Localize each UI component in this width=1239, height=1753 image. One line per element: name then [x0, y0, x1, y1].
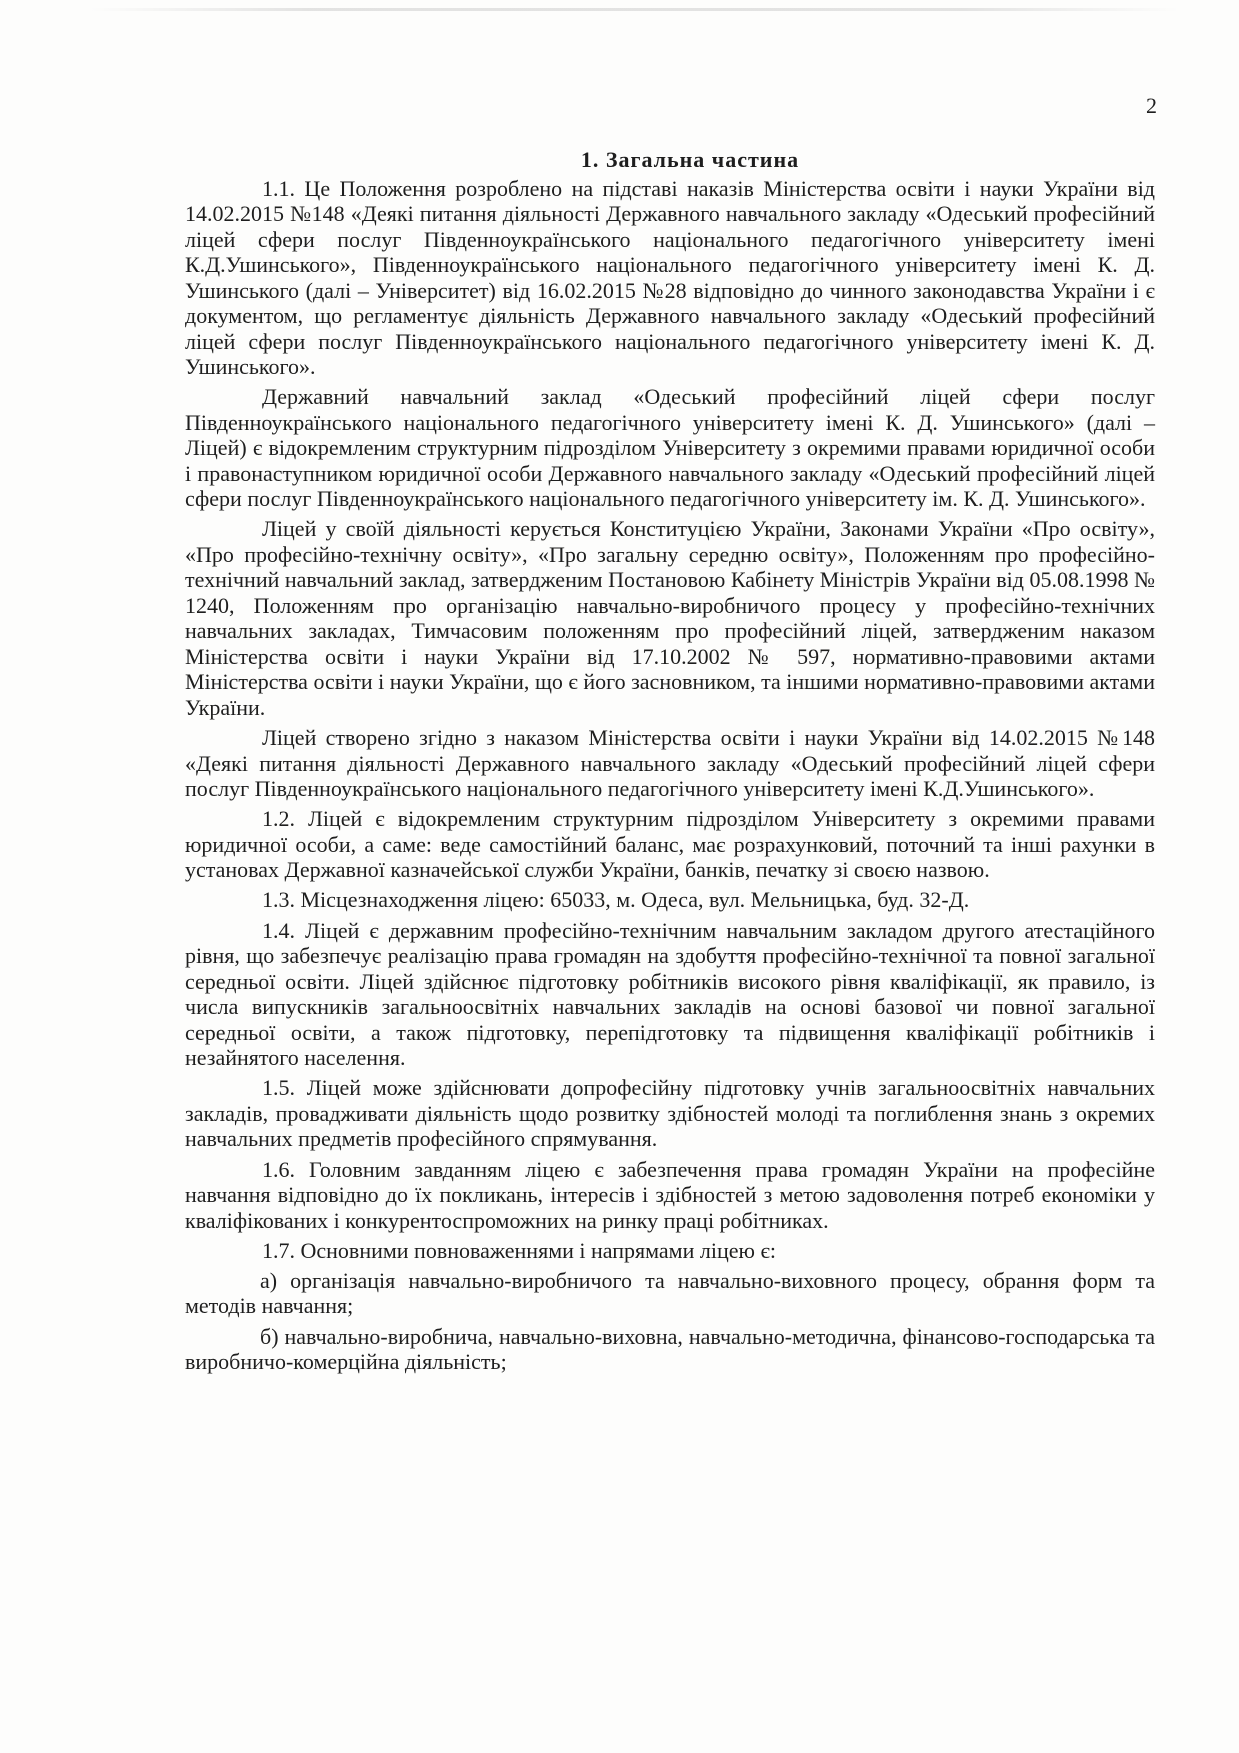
- paragraph-lyceum-status: Державний навчальний заклад «Одеський професійний ліцей сфери послуг Південноукраїнського національного педагогічного університету імені К. Д. Ушинського» (далі – Ліцей) є відокремленим структурним підрозділом Університету з окремими правами юридичної особи і правонаступником юридичної особи Державного навчального закладу «Одеський професійний ліцей сфери послуг Південноукраїнського національного педагогічного університету ім. К. Д. Ушинського».: [185, 384, 1155, 512]
- paragraph-1-7: 1.7. Основними повноваженнями і напрямами ліцею є:: [262, 1237, 776, 1263]
- page-number: 2: [1146, 93, 1157, 118]
- paragraph-1-5: 1.5. Ліцей може здійснювати допрофесійну підготовку учнів загальноосвітніх навчальних закладів, провадживати діяльність щодо розвитку здібностей молоді та поглиблення знань з окремих навчальних предметів професійного спрямування.: [185, 1075, 1155, 1152]
- list-item-a: а) організація навчально-виробничого та навчально-виховного процесу, обрання форм та методів навчання;: [185, 1267, 1155, 1319]
- list-item-b: б) навчально-виробнича, навчально-виховна, навчально-методична, фінансово-господарська та виробничо-комерційна діяльність;: [185, 1323, 1155, 1375]
- paragraph-1-3: 1.3. Місцезнаходження ліцею: 65033, м. Одеса, вул. Мельницька, буд. 32-Д.: [262, 887, 970, 913]
- paragraph-1-2: 1.2. Ліцей є відокремленим структурним підрозділом Університету з окремими правами юридичної особи, а саме: веде самостійний баланс, має розрахунковий, поточний та інші рахунки в установах Державної казначейської служби України, банків, печатку зі своєю назвою.: [185, 806, 1155, 883]
- paragraph-1-4: 1.4. Ліцей є державним професійно-технічним навчальним закладом другого атестаційного рівня, що забезпечує реалізацію права громадян на здобуття професійно-технічної та повної загальної середньої освіти. Ліцей здійснює підготовку робітників високого рівня кваліфікації, як правило, із числа випускників загальноосвітніх навчальних закладів на основі базової чи повної загальної середньої освіти, а також підготовку, перепідготовку та підвищення кваліфікації робітників і незайнятого населення.: [185, 917, 1155, 1071]
- paragraph-lyceum-creation: Ліцей створено згідно з наказом Міністерства освіти і науки України від 14.02.2015 №148 «Деякі питання діяльності Державного навчального закладу «Одеський професійний ліцей сфери послуг Південноукраїнського національного педагогічного університету імені К.Д.Ушинського».: [185, 725, 1155, 802]
- paragraph-legal-basis: Ліцей у своїй діяльності керується Конституцією України, Законами України «Про освіту», «Про професійно-технічну освіту», «Про загальну середню освіту», Положенням про професійно-технічний навчальний заклад, затвердженим Постановою Кабінету Міністрів України від 05.08.1998 № 1240, Положенням про організацію навчально-виробничого процесу у професійно-технічних навчальних закладах, Тимчасовим положенням про професійний ліцей, затвердженим наказом Міністерства освіти і науки України від 17.10.2002 № 597, нормативно-правовими актами Міністерства освіти і науки України, що є його засновником, та іншими нормативно-правовими актами України.: [185, 516, 1155, 720]
- scan-edge-shadow: [90, 8, 1179, 11]
- paragraph-1-6: 1.6. Головним завданням ліцею є забезпечення права громадян України на професійне навчання відповідно до їх покликань, інтересів і здібностей з метою задоволення потреб економіки у кваліфікованих і конкурентоспроможних на ринку праці робітниках.: [185, 1156, 1155, 1233]
- document-body: [185, 147, 1155, 1379]
- section-heading: 1. Загальна частина: [580, 147, 800, 172]
- paragraph-1-1: 1.1. Це Положення розроблено на підставі наказів Міністерства освіти і науки України від 14.02.2015 №148 «Деякі питання діяльності Державного навчального закладу «Одеський професійний ліцей сфери послуг Південноукраїнського національного педагогічного університету імені К.Д.Ушинського», Південноукраїнського національного педагогічного університету імені К. Д. Ушинського (далі – Університет) від 16.02.2015 №28 відповідно до чинного законодавства України і є документом, що регламентує діяльність Державного навчального закладу «Одеський професійний ліцей сфери послуг Південноукраїнського національного педагогічного університету імені К. Д. Ушинського».: [185, 175, 1155, 379]
